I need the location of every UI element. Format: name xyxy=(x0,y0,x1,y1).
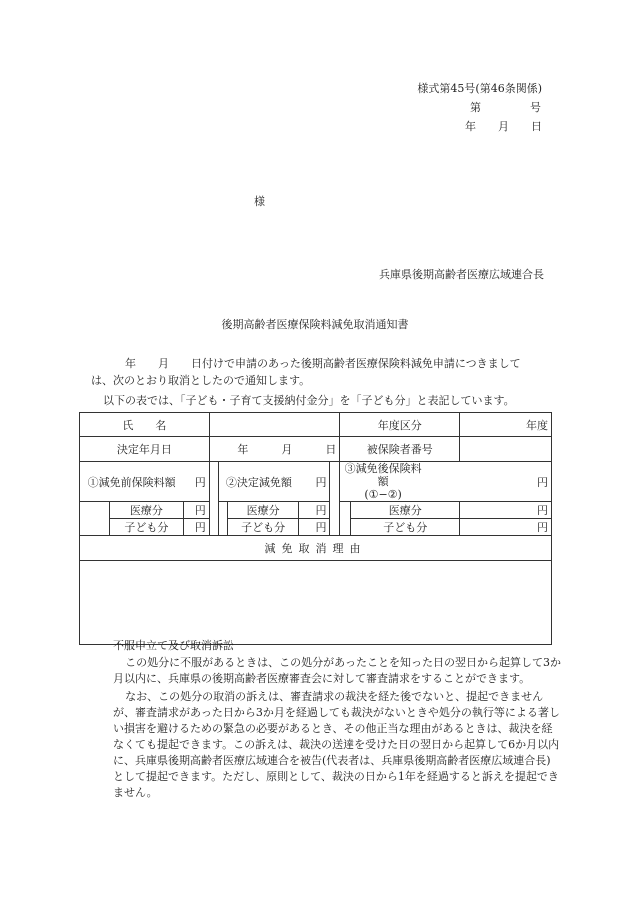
indent-5 xyxy=(218,519,227,536)
document-title: 後期高齢者医療保険料減免取消通知書 xyxy=(221,318,409,331)
post-reduction-label-main: ③減免後保険料額 xyxy=(344,462,422,488)
indent-1 xyxy=(80,502,110,519)
year-class-label: 年度区分 xyxy=(340,413,460,437)
recipient-honorific: 様 xyxy=(254,195,265,208)
insured-number-value[interactable] xyxy=(460,437,552,462)
intro-line-2: は、次のとおり取消としたので通知します。 xyxy=(91,374,311,387)
appeal-body xyxy=(113,655,561,801)
decided-medical-yen[interactable]: 円 xyxy=(299,502,330,519)
indent-6 xyxy=(340,519,351,536)
appeal-paragraph-1: この処分に不服があるときは、この処分があったことを知った日の翌日から起算して3か月以内に、兵庫県の後期高齢者医療審査会に対して審査請求をすることができます。 xyxy=(113,656,561,685)
post-reduction-yen[interactable]: 円 xyxy=(426,462,552,502)
pre-medical-yen[interactable]: 円 xyxy=(183,502,209,519)
decided-child-label: 子ども分 xyxy=(227,519,299,536)
intro-line-1: 年 月 日付けで申請のあった後期高齢者医療保険料減免申請につきまして xyxy=(125,357,521,370)
decision-date-label: 決定年月日 xyxy=(80,437,210,462)
decided-medical-label: 医療分 xyxy=(227,502,299,519)
gap-6 xyxy=(330,519,340,536)
pre-child-yen[interactable]: 円 xyxy=(183,519,209,536)
indent-4 xyxy=(80,519,110,536)
form-number: 様式第45号(第46条関係) xyxy=(417,82,542,95)
decision-date-value[interactable]: 年 月 日 xyxy=(209,437,340,462)
post-reduction-label-sub: (①−②) xyxy=(364,488,402,501)
document-number: 第 号 xyxy=(470,101,542,114)
post-medical-yen[interactable]: 円 xyxy=(460,502,552,519)
decided-child-yen[interactable]: 円 xyxy=(299,519,330,536)
name-value[interactable] xyxy=(209,413,340,437)
post-child-yen[interactable]: 円 xyxy=(460,519,552,536)
indent-2 xyxy=(218,502,227,519)
gap-5 xyxy=(209,519,218,536)
reason-field[interactable] xyxy=(80,561,552,645)
gap-1 xyxy=(209,462,218,502)
indent-3 xyxy=(340,502,351,519)
pre-child-label: 子ども分 xyxy=(109,519,183,536)
document-date: 年 月 日 xyxy=(465,120,542,133)
gap-3 xyxy=(209,502,218,519)
post-medical-label: 医療分 xyxy=(351,502,460,519)
pre-reduction-yen[interactable]: 円 xyxy=(183,462,209,502)
reason-heading: 減免取消理由 xyxy=(80,536,552,561)
gap-4 xyxy=(330,502,340,519)
gap-2 xyxy=(330,462,340,502)
pre-medical-label: 医療分 xyxy=(109,502,183,519)
reduction-table xyxy=(79,412,552,645)
appeal-paragraph-2: なお、この処分の取消の訴えは、審査請求の裁決を経た後でないと、提起できませんが、審査請求があった日から3か月を経過しても裁決がないときや処分の執行等による著しい損害を避けるための緊急の必要があるとき、その他正当な理由があるときは、裁決を経なくても提起できます。この訴えは、裁決の送達を受けた日の翌日から起算して6か月以内に、兵庫県後期高齢者医療広域連合を被告(代表者は、兵庫県後期高齢者医療広域連合長)として提起できます。ただし、原則として、裁決の日から1年を経過すると訴えを提起できません。 xyxy=(113,690,560,799)
intro-line-3: 以下の表では、「子ども・子育て支援納付金分」を「子ども分」と表記しています。 xyxy=(103,394,515,407)
decided-reduction-label: ②決定減免額 xyxy=(218,462,299,502)
year-class-value[interactable]: 年度 xyxy=(460,413,552,437)
appeal-heading: 不服申立て及び取消訴訟 xyxy=(113,639,234,652)
post-child-label: 子ども分 xyxy=(351,519,460,536)
issuer-name: 兵庫県後期高齢者医療広域連合長 xyxy=(379,268,544,281)
insured-number-label: 被保険者番号 xyxy=(340,437,460,462)
name-label: 氏 名 xyxy=(80,413,210,437)
post-reduction-label xyxy=(340,462,426,502)
decided-reduction-yen[interactable]: 円 xyxy=(299,462,330,502)
pre-reduction-label: ①減免前保険料額 xyxy=(80,462,184,502)
